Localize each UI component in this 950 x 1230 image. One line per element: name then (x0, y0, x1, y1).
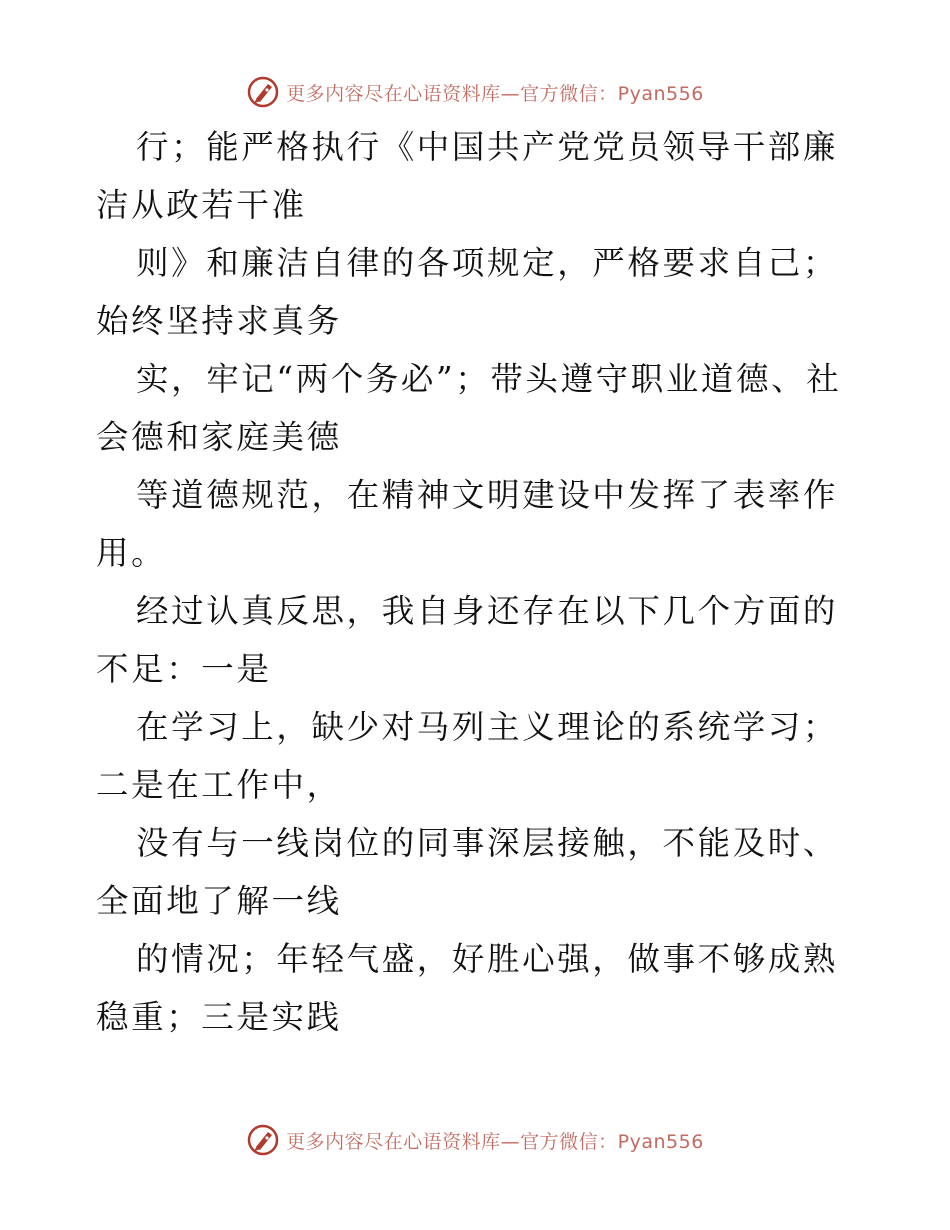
paragraph: 行；能严格执行《中国共产党党员领导干部廉洁从政若干准 (96, 128, 839, 224)
document-body (96, 118, 856, 1046)
pen-nib-logo-icon (246, 75, 280, 109)
paragraph: 的情况；年轻气盛，好胜心强，做事不够成熟稳重；三是实践 (96, 940, 839, 1036)
header-banner (0, 72, 950, 112)
paragraph: 等道德规范，在精神文明建设中发挥了表率作用。 (96, 476, 839, 572)
paragraph: 则》和廉洁自律的各项规定，严格要求自己；始终坚持求真务 (96, 244, 839, 340)
footer-banner (0, 1120, 950, 1160)
paragraph: 经过认真反思，我自身还存在以下几个方面的不足：一是 (96, 592, 839, 688)
pen-nib-logo-icon (246, 1123, 280, 1157)
paragraph: 实，牢记“两个务必”；带头遵守职业道德、社会德和家庭美德 (96, 360, 842, 456)
footer-banner-text: 更多内容尽在心语资料库—官方微信：Pyan556 (286, 1130, 704, 1153)
header-banner-text: 更多内容尽在心语资料库—官方微信：Pyan556 (286, 82, 704, 105)
paragraph: 没有与一线岗位的同事深层接触，不能及时、全面地了解一线 (96, 824, 839, 920)
paragraph: 在学习上，缺少对马列主义理论的系统学习；二是在工作中， (96, 708, 839, 804)
